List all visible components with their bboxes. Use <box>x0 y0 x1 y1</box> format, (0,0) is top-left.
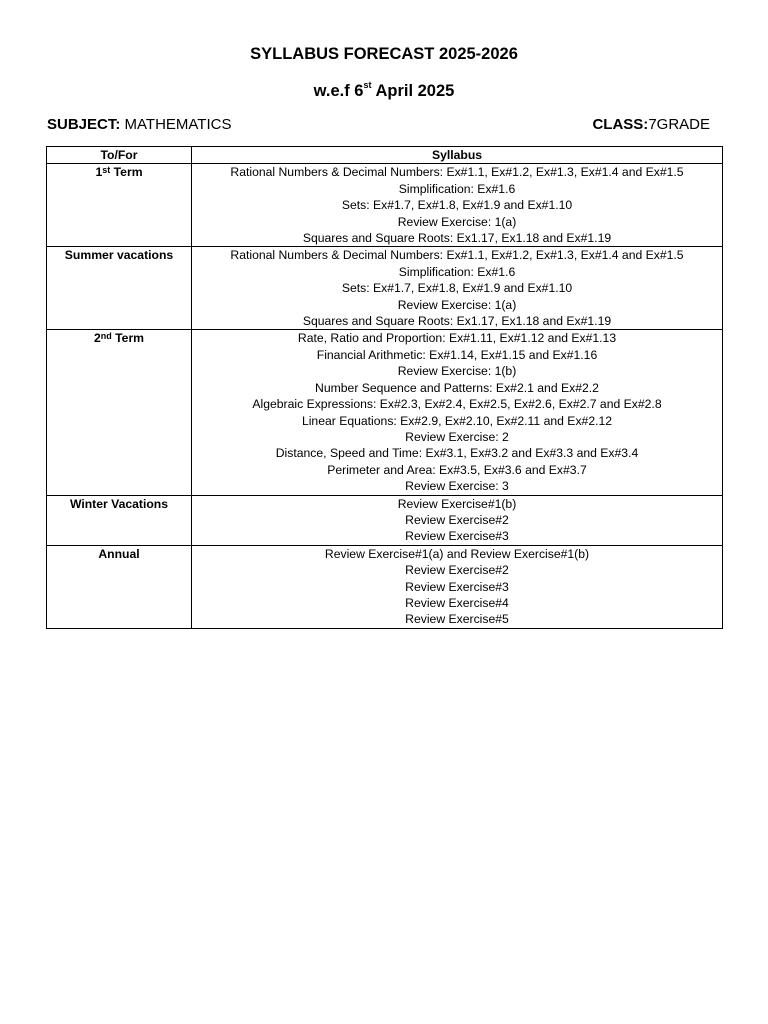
period-label-suffix: Term <box>111 331 145 346</box>
syllabus-item: Squares and Square Roots: Ex1.17, Ex1.18 and Ex#1.19 <box>302 314 612 329</box>
period-ordinal: nd <box>100 331 112 342</box>
column-header-for: To/For <box>47 147 192 164</box>
syllabus-item: Linear Equations: Ex#2.9, Ex#2.10, Ex#2.11 and Ex#2.12 <box>301 413 613 428</box>
table-row <box>47 545 723 628</box>
syllabus-item: Review Exercise#2 <box>405 563 509 578</box>
subject-info <box>47 116 231 133</box>
syllabus-item: Sets: Ex#1.7, Ex#1.8, Ex#1.9 and Ex#1.10 <box>341 198 573 213</box>
table-row <box>47 495 723 545</box>
syllabus-item: Review Exercise: 1(b) <box>397 364 517 379</box>
effective-date-suffix: April 2025 <box>371 82 455 100</box>
syllabus-item: Simplification: Ex#1.6 <box>398 264 516 279</box>
syllabus-item: Rational Numbers & Decimal Numbers: Ex#1.1, Ex#1.2, Ex#1.3, Ex#1.4 and Ex#1.5 <box>230 165 684 180</box>
period-label: Summer vacations <box>64 248 174 263</box>
syllabus-item: Review Exercise#5 <box>405 612 509 627</box>
syllabus-cell <box>192 247 723 330</box>
syllabus-item: Review Exercise: 1(a) <box>397 214 517 229</box>
syllabus-item: Sets: Ex#1.7, Ex#1.8, Ex#1.9 and Ex#1.10 <box>341 281 573 296</box>
syllabus-item: Review Exercise#2 <box>405 512 509 527</box>
syllabus-item: Perimeter and Area: Ex#3.5, Ex#3.6 and Ex#3.7 <box>327 462 587 477</box>
table-row <box>47 164 723 247</box>
period-ordinal: st <box>102 165 111 176</box>
class-info <box>592 116 710 133</box>
syllabus-item: Review Exercise#1(b) <box>397 496 517 511</box>
syllabus-item: Algebraic Expressions: Ex#2.3, Ex#2.4, Ex#2.5, Ex#2.6, Ex#2.7 and Ex#2.8 <box>252 397 662 412</box>
page-title: SYLLABUS FORECAST 2025-2026 <box>250 45 518 63</box>
syllabus-item: Review Exercise#3 <box>405 579 509 594</box>
class-value: 7GRADE <box>648 116 710 133</box>
syllabus-item: Rate, Ratio and Proportion: Ex#1.11, Ex#1.12 and Ex#1.13 <box>297 331 617 346</box>
syllabus-cell <box>192 545 723 628</box>
subject-label: SUBJECT: <box>47 116 121 133</box>
effective-date <box>0 82 768 101</box>
subject-value: MATHEMATICS <box>124 116 232 133</box>
syllabus-item: Review Exercise#4 <box>405 595 509 610</box>
syllabus-item: Review Exercise#1(a) and Review Exercise#1(b) <box>324 546 590 561</box>
syllabus-item: Rational Numbers & Decimal Numbers: Ex#1.1, Ex#1.2, Ex#1.3, Ex#1.4 and Ex#1.5 <box>230 248 684 263</box>
period-label: 2 <box>93 331 101 346</box>
syllabus-table-body <box>47 164 723 628</box>
column-header-syllabus: Syllabus <box>192 147 723 164</box>
syllabus-item: Squares and Square Roots: Ex1.17, Ex1.18 and Ex#1.19 <box>302 231 612 246</box>
period-label: Winter Vacations <box>69 496 169 511</box>
period-cell <box>47 164 192 247</box>
period-label: 1 <box>95 165 103 180</box>
syllabus-item: Review Exercise: 1(a) <box>397 297 517 312</box>
effective-date-prefix: w.e.f 6 <box>313 82 364 100</box>
syllabus-item: Simplification: Ex#1.6 <box>398 181 516 196</box>
period-cell <box>47 247 192 330</box>
period-cell <box>47 330 192 495</box>
table-row <box>47 330 723 495</box>
syllabus-item: Number Sequence and Patterns: Ex#2.1 and Ex#2.2 <box>315 380 599 395</box>
syllabus-item: Financial Arithmetic: Ex#1.14, Ex#1.15 and Ex#1.16 <box>316 347 598 362</box>
syllabus-cell <box>192 495 723 545</box>
syllabus-cell <box>192 330 723 495</box>
syllabus-item: Distance, Speed and Time: Ex#3.1, Ex#3.2 and Ex#3.3 and Ex#3.4 <box>275 446 639 461</box>
syllabus-item: Review Exercise: 3 <box>405 479 509 494</box>
meta-row <box>47 116 710 136</box>
period-cell <box>47 495 192 545</box>
table-row <box>47 247 723 330</box>
class-label: CLASS: <box>592 116 649 133</box>
period-cell <box>47 545 192 628</box>
period-label-suffix: Term <box>110 165 143 180</box>
period-label: Annual <box>98 546 140 561</box>
syllabus-item: Review Exercise: 2 <box>405 429 509 444</box>
syllabus-item: Review Exercise#3 <box>405 529 509 544</box>
effective-date-ordinal: st <box>363 80 372 90</box>
table-header-row <box>47 147 723 164</box>
syllabus-table <box>46 146 723 629</box>
syllabus-cell <box>192 164 723 247</box>
